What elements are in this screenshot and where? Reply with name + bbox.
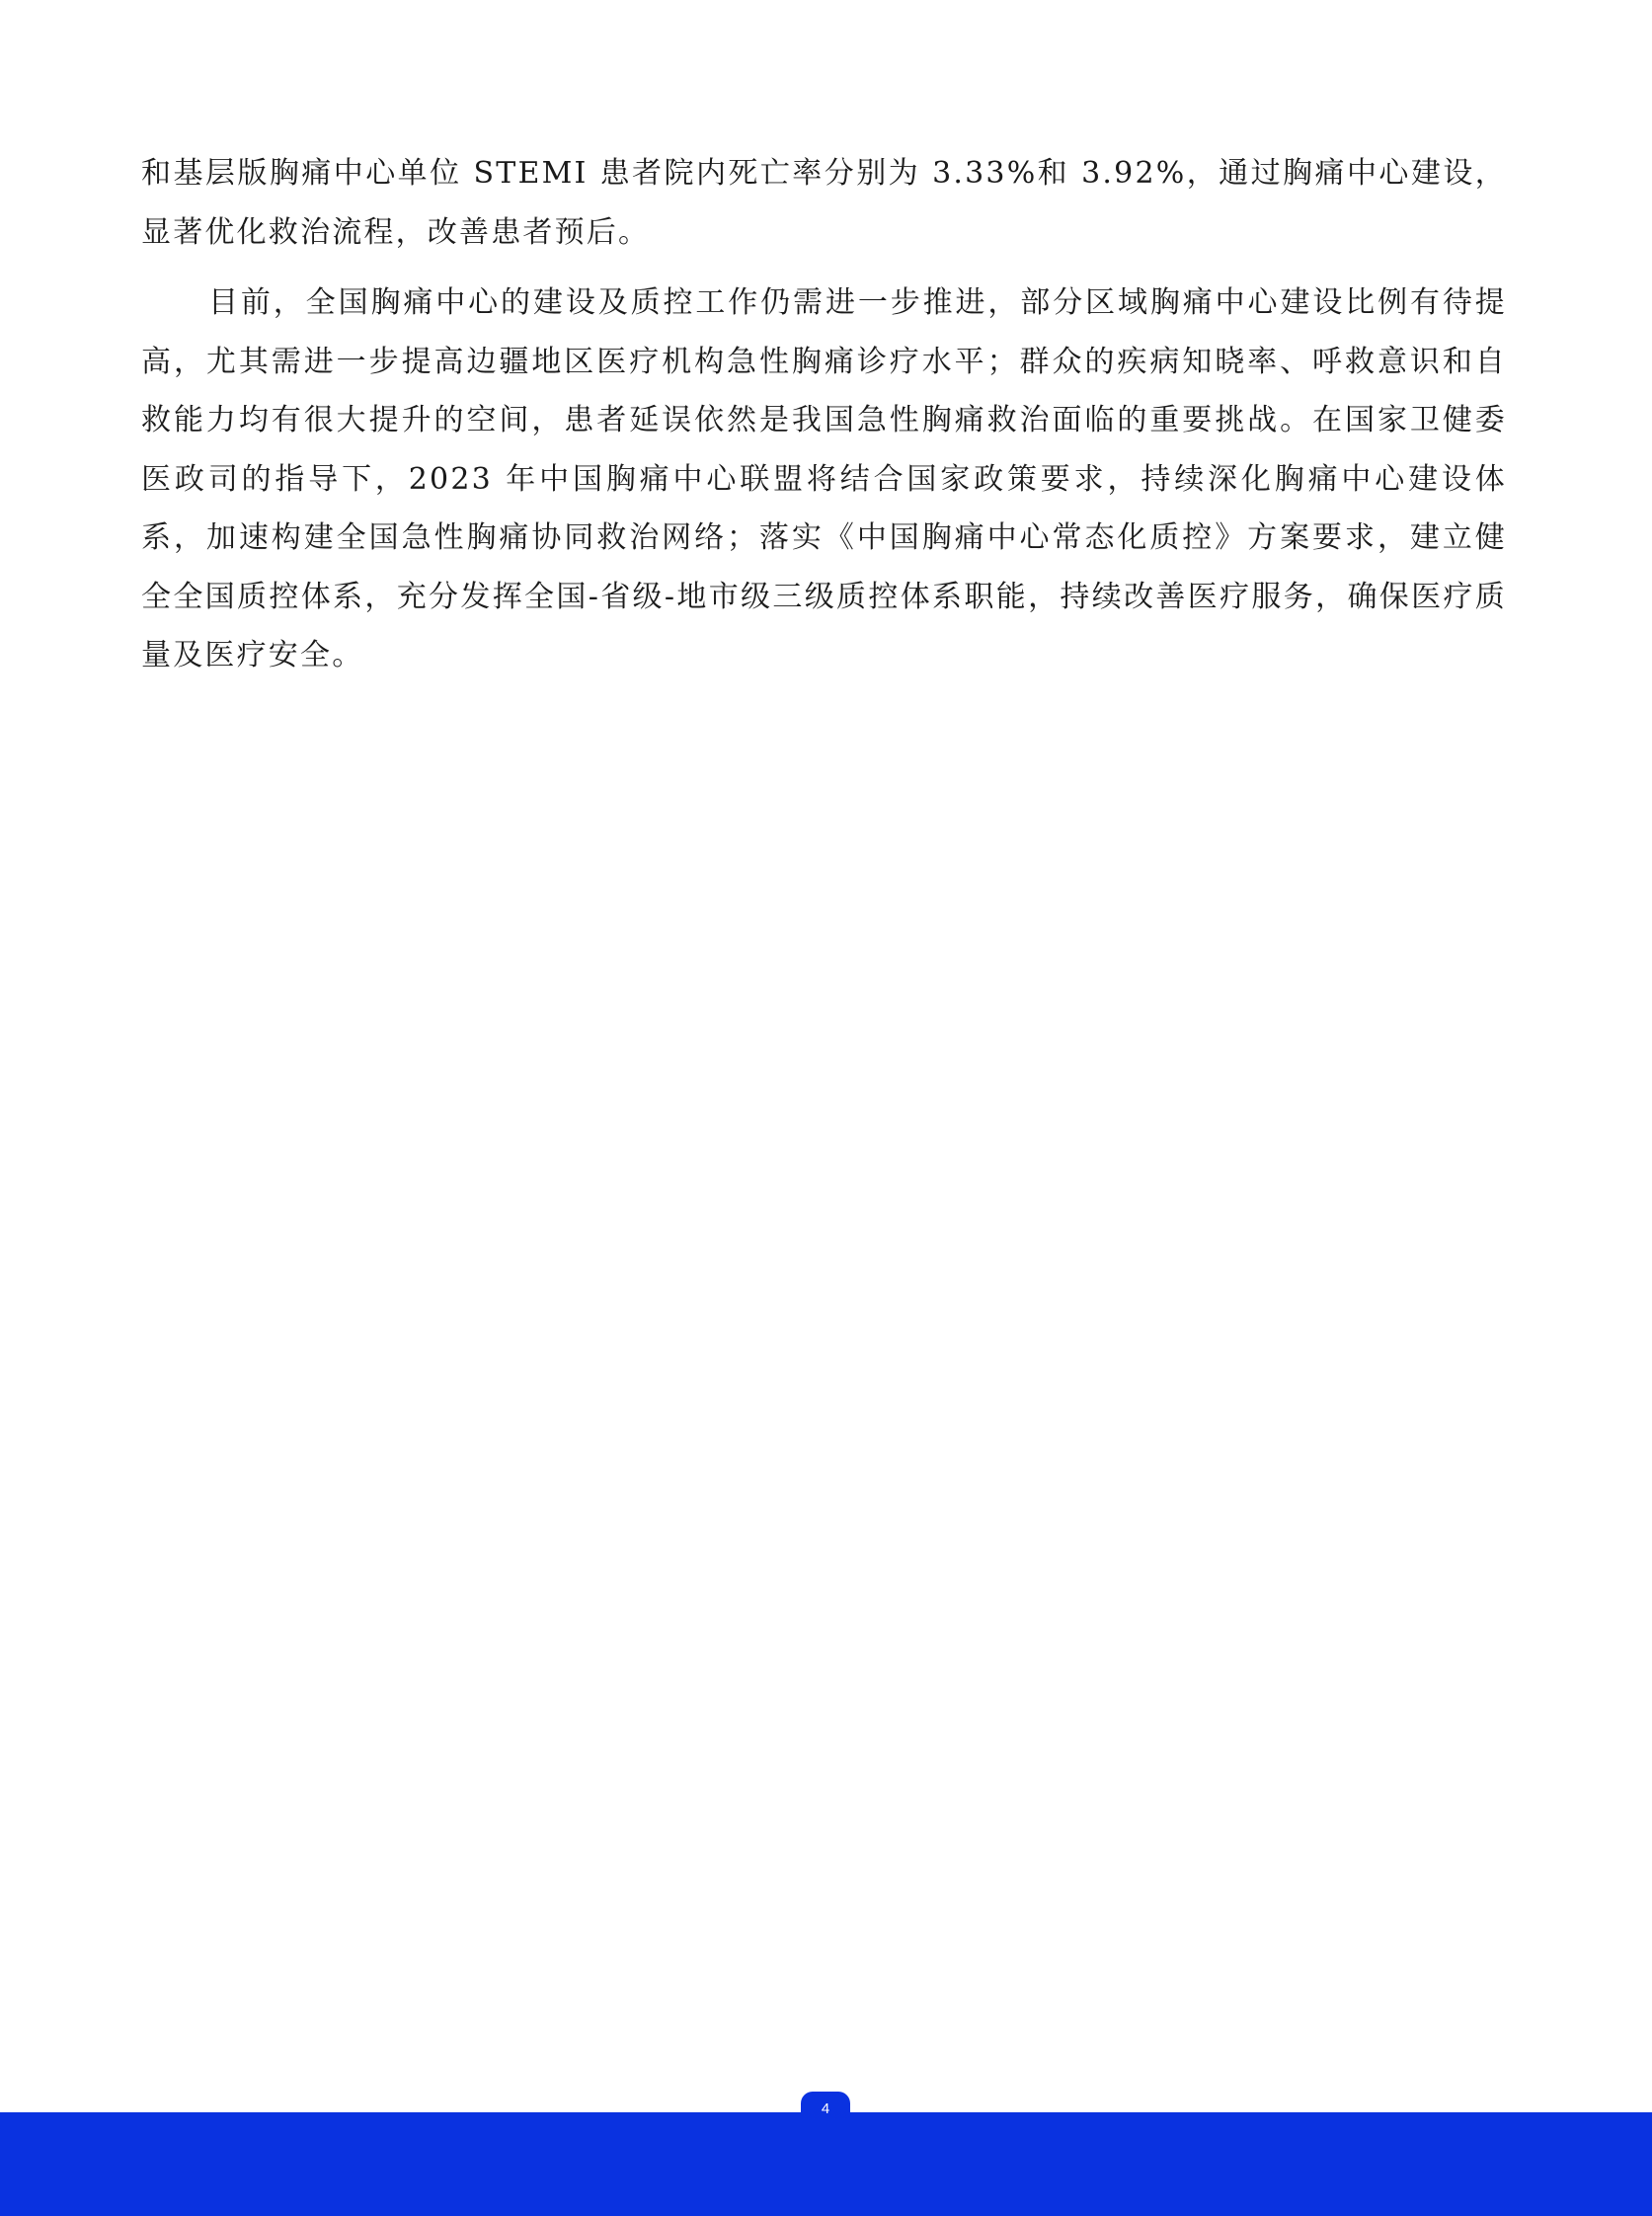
- footer-band: [0, 2112, 1652, 2216]
- paragraph-current-status: 目前，全国胸痛中心的建设及质控工作仍需进一步推进，部分区域胸痛中心建设比例有待提高，尤其需进一步提高边疆地区医疗机构急性胸痛诊疗水平；群众的疾病知晓率、呼救意识和自救能力均有很大提升的空间，患者延误依然是我国急性胸痛救治面临的重要挑战。在国家卫健委医政司的指导下，2023 年中国胸痛中心联盟将结合国家政策要求，持续深化胸痛中心建设体系，加速构建全国急性胸痛协同救治网络；落实《中国胸痛中心常态化质控》方案要求，建立健全全国质控体系，充分发挥全国-省级-地市级三级质控体系职能，持续改善医疗服务，确保医疗质量及医疗安全。: [141, 285, 1507, 673]
- document-body: [141, 144, 1507, 697]
- page-number: 4: [801, 2092, 850, 2125]
- paragraph-continued: 和基层版胸痛中心单位 STEMI 患者院内死亡率分别为 3.33%和 3.92%，通过胸痛中心建设，显著优化救治流程，改善患者预后。: [141, 156, 1507, 250]
